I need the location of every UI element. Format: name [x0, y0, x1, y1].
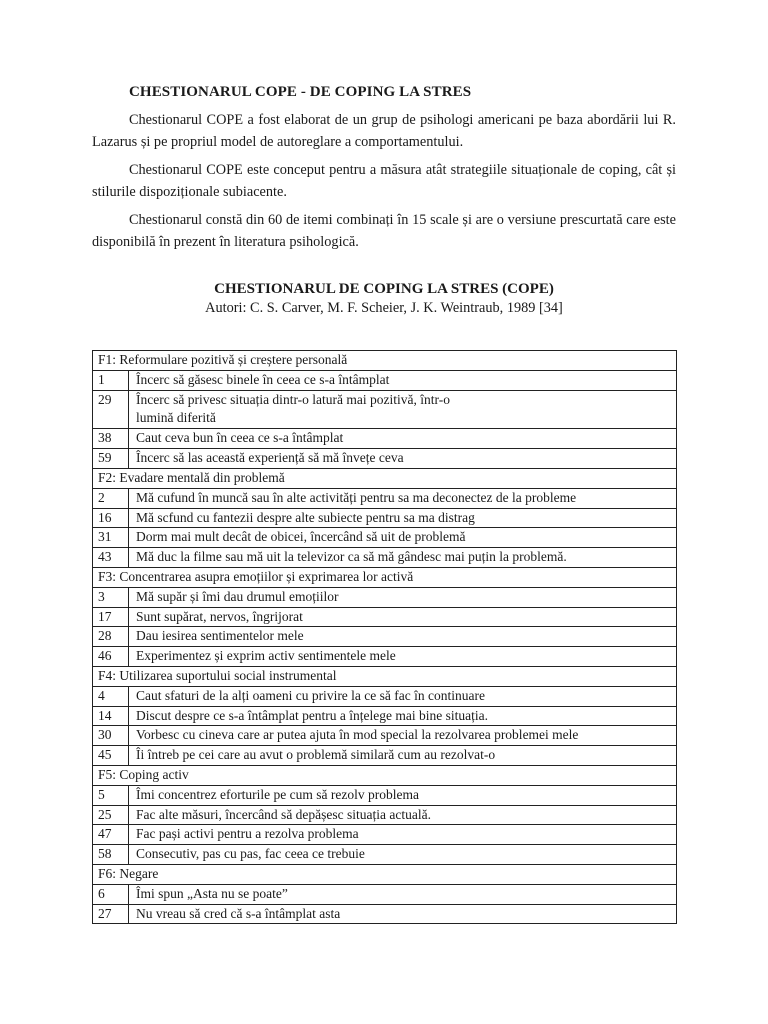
section-row — [93, 351, 677, 371]
table-row — [93, 825, 677, 845]
item-number: 58 — [93, 845, 129, 865]
item-number: 46 — [93, 647, 129, 667]
item-text: Încerc să las această experiență să mă învețe ceva — [129, 449, 677, 469]
section-row — [93, 864, 677, 884]
item-text: Dau iesirea sentimentelor mele — [129, 627, 677, 647]
paragraph-3-text: Chestionarul constă din 60 de itemi combinați în 15 scale și are o versiune prescurtată care este disponibilă în prezent în literatura psihologică. — [92, 212, 676, 250]
paragraph-3 — [92, 209, 676, 253]
section-row — [93, 567, 677, 587]
section-title: F5: Coping activ — [93, 765, 677, 785]
section-title: F6: Negare — [93, 864, 677, 884]
table-row — [93, 904, 677, 924]
table-row — [93, 370, 677, 390]
table-row — [93, 528, 677, 548]
item-text: Îmi spun „Asta nu se poate” — [129, 884, 677, 904]
section-title: F3: Concentrarea asupra emoțiilor și exprimarea lor activă — [93, 567, 677, 587]
document-heading: CHESTIONARUL COPE - DE COPING LA STRES — [129, 84, 472, 100]
paragraph-1 — [92, 109, 676, 153]
item-number: 17 — [93, 607, 129, 627]
item-text: Dorm mai mult decât de obicei, încercând să uit de problemă — [129, 528, 677, 548]
item-number: 30 — [93, 726, 129, 746]
item-text: Mă cufund în muncă sau în alte activități pentru sa ma deconectez de la probleme — [129, 488, 677, 508]
item-text: Îi întreb pe cei care au avut o problemă similară cum au rezolvat-o — [129, 746, 677, 766]
table-row — [93, 449, 677, 469]
item-text: Sunt supărat, nervos, îngrijorat — [129, 607, 677, 627]
table-row — [93, 884, 677, 904]
item-text: Fac alte măsuri, încercând să depășesc situația actuală. — [129, 805, 677, 825]
item-number: 29 — [93, 390, 129, 429]
item-number: 28 — [93, 627, 129, 647]
item-text: Consecutiv, pas cu pas, fac ceea ce trebuie — [129, 845, 677, 865]
table-row — [93, 587, 677, 607]
table-row — [93, 508, 677, 528]
item-text: Discut despre ce s-a întâmplat pentru a înțelege mai bine situația. — [129, 706, 677, 726]
item-number: 47 — [93, 825, 129, 845]
item-text-wrapped: Încerc să privesc situația dintr-o latură mai pozitivă, într-o lumină diferită — [136, 391, 450, 425]
paragraph-2-text: Chestionarul COPE este conceput pentru a măsura atât strategiile situaționale de coping, cât și stilurile dispoziționale subiacente. — [92, 162, 676, 200]
section-row — [93, 468, 677, 488]
item-text: Îmi concentrez eforturile pe cum să rezolv problema — [129, 785, 677, 805]
table-row — [93, 785, 677, 805]
item-number: 2 — [93, 488, 129, 508]
table-row — [93, 647, 677, 667]
table-row — [93, 429, 677, 449]
item-text — [129, 390, 677, 429]
item-text: Încerc să găsesc binele în ceea ce s-a întâmplat — [129, 370, 677, 390]
item-text: Experimentez și exprim activ sentimentele mele — [129, 647, 677, 667]
cope-table — [92, 350, 677, 924]
table-row — [93, 845, 677, 865]
item-text: Mă supăr și îmi dau drumul emoțiilor — [129, 587, 677, 607]
table-row — [93, 627, 677, 647]
item-number: 14 — [93, 706, 129, 726]
item-number: 59 — [93, 449, 129, 469]
item-number: 6 — [93, 884, 129, 904]
table-row — [93, 746, 677, 766]
item-number: 3 — [93, 587, 129, 607]
table-row — [93, 607, 677, 627]
table-row — [93, 548, 677, 568]
item-number: 38 — [93, 429, 129, 449]
section-title: F2: Evadare mentală din problemă — [93, 468, 677, 488]
item-number: 27 — [93, 904, 129, 924]
table-row — [93, 390, 677, 429]
authors-line: Autori: C. S. Carver, M. F. Scheier, J. K. Weintraub, 1989 [34] — [205, 300, 563, 316]
table-row — [93, 805, 677, 825]
item-number: 43 — [93, 548, 129, 568]
table-title: CHESTIONARUL DE COPING LA STRES (COPE) — [214, 281, 554, 297]
section-row — [93, 666, 677, 686]
item-number: 31 — [93, 528, 129, 548]
item-number: 45 — [93, 746, 129, 766]
item-number: 5 — [93, 785, 129, 805]
item-number: 1 — [93, 370, 129, 390]
item-number: 25 — [93, 805, 129, 825]
table-row — [93, 686, 677, 706]
item-text: Fac pași activi pentru a rezolva problema — [129, 825, 677, 845]
item-text: Mă scfund cu fantezii despre alte subiecte pentru sa ma distrag — [129, 508, 677, 528]
paragraph-1-text: Chestionarul COPE a fost elaborat de un grup de psihologi americani pe baza abordării lui R. Lazarus și pe propriul model de autoreglare a comportamentului. — [92, 112, 676, 150]
item-text: Nu vreau să cred că s-a întâmplat asta — [129, 904, 677, 924]
table-row — [93, 706, 677, 726]
table-row — [93, 488, 677, 508]
item-text: Vorbesc cu cineva care ar putea ajuta în mod special la rezolvarea problemei mele — [129, 726, 677, 746]
item-text: Caut sfaturi de la alți oameni cu privire la ce să fac în continuare — [129, 686, 677, 706]
section-title: F4: Utilizarea suportului social instrumental — [93, 666, 677, 686]
item-number: 16 — [93, 508, 129, 528]
item-number: 4 — [93, 686, 129, 706]
item-text: Caut ceva bun în ceea ce s-a întâmplat — [129, 429, 677, 449]
section-row — [93, 765, 677, 785]
paragraph-2 — [92, 159, 676, 203]
table-row — [93, 726, 677, 746]
item-text: Mă duc la filme sau mă uit la televizor ca să mă gândesc mai puțin la problemă. — [129, 548, 677, 568]
section-title: F1: Reformulare pozitivă și creștere personală — [93, 351, 677, 371]
